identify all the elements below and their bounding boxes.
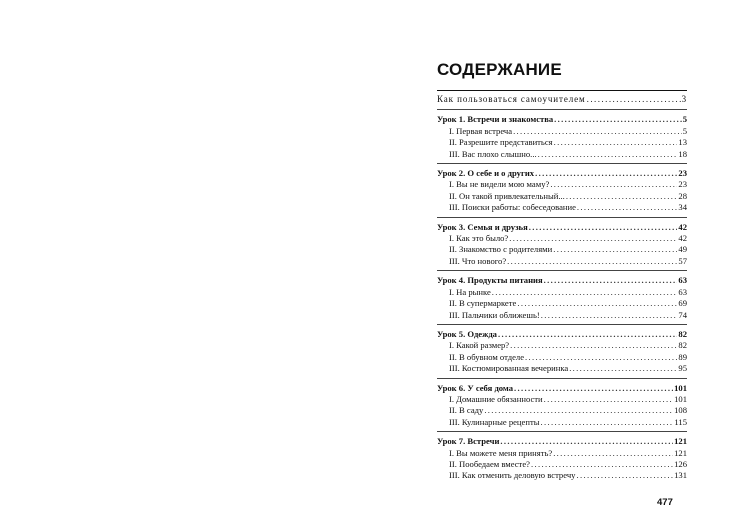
leader-dots: [507, 256, 677, 267]
divider: [437, 270, 687, 271]
toc-sub-entry: [437, 394, 687, 405]
entry-page: 101: [674, 382, 687, 393]
toc-entry-intro: [437, 94, 687, 105]
entry-label: II. Он такой привлекательный...: [449, 190, 565, 201]
entry-page: 82: [678, 328, 687, 339]
divider: [437, 324, 687, 325]
entry-page: 89: [678, 351, 687, 362]
entry-page: 5: [682, 114, 687, 125]
entry-page: 42: [678, 233, 687, 244]
lesson-group: [437, 436, 687, 485]
leader-dots: [492, 287, 678, 298]
leader-dots: [513, 126, 682, 137]
entry-label: Урок 3. Семья и друзья: [437, 221, 528, 232]
entry-label: II. В супермаркете: [449, 298, 517, 309]
entry-page: 126: [674, 458, 687, 469]
entry-page: 131: [674, 470, 687, 481]
page-number: 477: [657, 497, 673, 508]
entry-label: II. Пообедаем вместе?: [449, 458, 530, 469]
toc-sub-entry: [437, 310, 687, 321]
entry-label: III. Что нового?: [449, 255, 507, 266]
divider: [437, 163, 687, 164]
entry-label: III. Кулинарные рецепты: [449, 416, 540, 427]
entry-page: 3: [681, 94, 687, 104]
toc-lesson-entry: [437, 436, 687, 447]
toc-lesson-entry: [437, 275, 687, 286]
leader-dots: [553, 244, 677, 255]
entry-label: III. Костюмированная вечеринка: [449, 363, 569, 374]
divider: [437, 217, 687, 218]
leader-dots: [544, 394, 673, 405]
entry-page: 57: [678, 255, 687, 266]
entry-page: 23: [678, 179, 687, 190]
entry-page: 42: [678, 221, 687, 232]
toc-sub-entry: [437, 287, 687, 298]
lesson-group: [437, 168, 687, 217]
toc-sub-entry: [437, 340, 687, 351]
toc-sub-entry: [437, 179, 687, 190]
toc-sub-entry: [437, 256, 687, 267]
divider: [437, 109, 687, 110]
toc-lesson-entry: [437, 383, 687, 394]
entry-page: 74: [678, 309, 687, 320]
toc-lesson-entry: [437, 168, 687, 179]
leader-dots: [510, 340, 677, 351]
leader-dots: [484, 405, 673, 416]
entry-page: 23: [678, 168, 687, 179]
leader-dots: [514, 383, 673, 394]
entry-page: 121: [674, 447, 687, 458]
entry-page: 63: [678, 275, 687, 286]
leader-dots: [538, 149, 678, 160]
entry-label: II. Знакомство с родителями: [449, 244, 553, 255]
toc-sub-entry: [437, 202, 687, 213]
entry-page: 101: [674, 393, 687, 404]
entry-label: III. Пальчики оближешь!: [449, 309, 540, 320]
entry-label: II. Разрешите представиться: [449, 137, 553, 148]
toc-sub-entry: [437, 244, 687, 255]
entry-label: III. Как отменить деловую встречу: [449, 470, 576, 481]
entry-page: 121: [674, 436, 687, 447]
leader-dots: [541, 310, 678, 321]
entry-label: I. Какой размер?: [449, 340, 510, 351]
entry-label: I. Домашние обязанности: [449, 393, 543, 404]
lesson-list: [437, 109, 687, 484]
entry-label: Урок 2. О себе и о других: [437, 168, 535, 179]
leader-dots: [544, 275, 678, 286]
leader-dots: [529, 222, 678, 233]
leader-dots: [509, 233, 677, 244]
entry-label: III. Вас плохо слышно...: [449, 148, 537, 159]
entry-label: Как пользоваться самоучителем: [437, 94, 586, 104]
lesson-group: [437, 383, 687, 432]
toc-sub-entry: [437, 352, 687, 363]
leader-dots: [587, 94, 681, 105]
entry-label: Урок 4. Продукты питания: [437, 275, 543, 286]
entry-page: 13: [678, 137, 687, 148]
entry-label: I. На рынке: [449, 286, 491, 297]
leader-dots: [569, 363, 677, 374]
entry-label: I. Как это было?: [449, 233, 509, 244]
leader-dots: [517, 298, 677, 309]
leader-dots: [554, 114, 682, 125]
entry-label: Урок 1. Встречи и знакомства: [437, 114, 554, 125]
entry-label: II. В саду: [449, 405, 484, 416]
leader-dots: [550, 179, 677, 190]
lesson-group: [437, 222, 687, 271]
toc-sub-entry: [437, 298, 687, 309]
lesson-group: [437, 275, 687, 324]
toc-sub-entry: [437, 459, 687, 470]
entry-label: Урок 7. Встречи: [437, 436, 500, 447]
entry-label: Урок 6. У себя дома: [437, 382, 514, 393]
entry-label: I. Вы можете меня принять?: [449, 447, 553, 458]
entry-page: 28: [678, 190, 687, 201]
leader-dots: [577, 202, 677, 213]
toc-lesson-entry: [437, 329, 687, 340]
divider: [437, 90, 687, 91]
leader-dots: [500, 436, 673, 447]
entry-label: Урок 5. Одежда: [437, 328, 497, 339]
lesson-group: [437, 114, 687, 163]
toc-sub-entry: [437, 149, 687, 160]
leader-dots: [531, 459, 673, 470]
toc-sub-entry: [437, 137, 687, 148]
toc-sub-entry: [437, 126, 687, 137]
entry-page: 63: [678, 286, 687, 297]
entry-label: I. Первая встреча: [449, 125, 513, 136]
toc-sub-entry: [437, 191, 687, 202]
toc-lesson-entry: [437, 222, 687, 233]
toc-sub-entry: [437, 470, 687, 481]
leader-dots: [525, 352, 677, 363]
toc-sub-entry: [437, 448, 687, 459]
entry-label: I. Вы не видели мою маму?: [449, 179, 550, 190]
entry-page: 69: [678, 298, 687, 309]
entry-page: 95: [678, 363, 687, 374]
entry-page: 115: [674, 416, 687, 427]
entry-page: 49: [678, 244, 687, 255]
entry-label: III. Поиски работы: собеседование: [449, 202, 576, 213]
table-of-contents: [437, 60, 687, 485]
entry-page: 82: [678, 340, 687, 351]
entry-label: II. В обувном отделе: [449, 351, 525, 362]
leader-dots: [576, 470, 673, 481]
leader-dots: [498, 329, 677, 340]
toc-sub-entry: [437, 363, 687, 374]
divider: [437, 378, 687, 379]
toc-sub-entry: [437, 233, 687, 244]
divider: [437, 431, 687, 432]
page-title: СОДЕРЖАНИЕ: [437, 60, 562, 79]
entry-page: 108: [674, 405, 687, 416]
entry-page: 5: [682, 125, 687, 136]
lesson-group: [437, 329, 687, 378]
entry-page: 34: [678, 202, 687, 213]
toc-sub-entry: [437, 405, 687, 416]
leader-dots: [535, 168, 677, 179]
toc-sub-entry: [437, 417, 687, 428]
entry-page: 18: [678, 148, 687, 159]
leader-dots: [566, 191, 678, 202]
toc-lesson-entry: [437, 114, 687, 125]
leader-dots: [553, 448, 673, 459]
leader-dots: [554, 137, 678, 148]
leader-dots: [540, 417, 673, 428]
